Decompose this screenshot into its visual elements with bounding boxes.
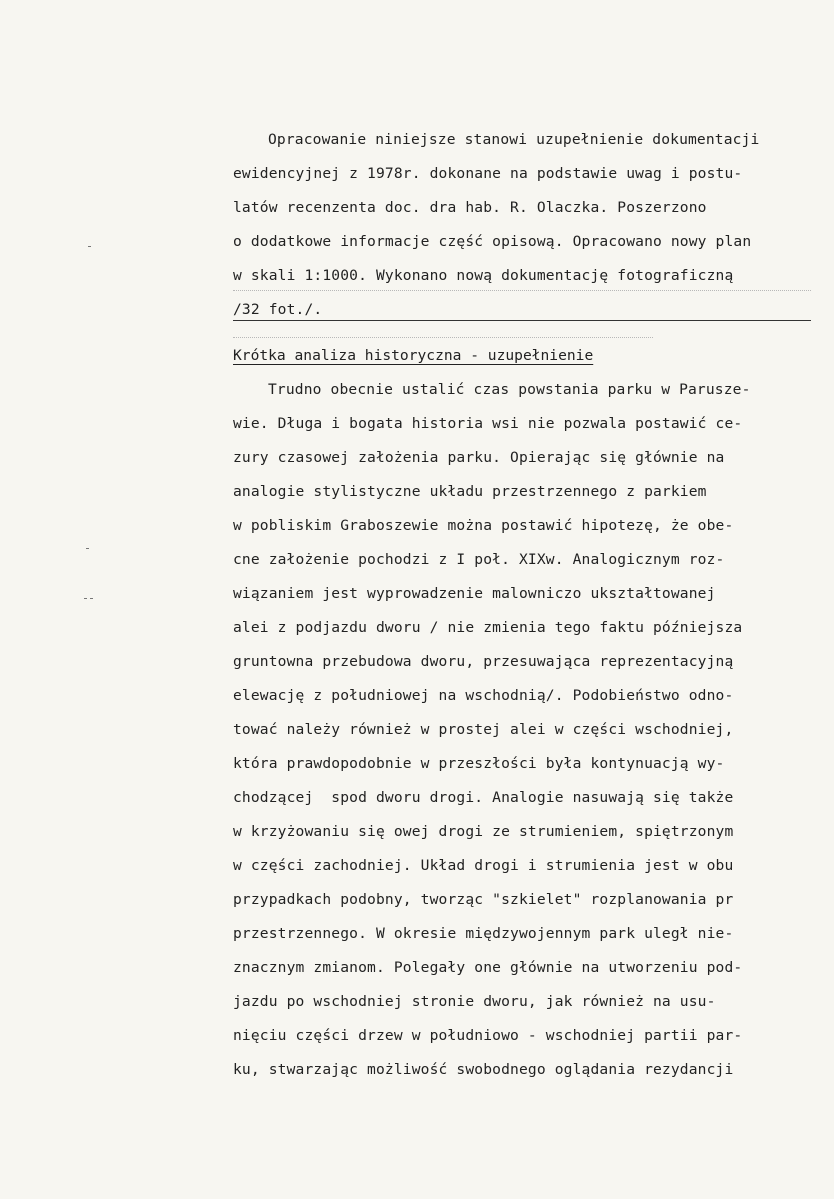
margin-mark: [84, 598, 87, 599]
body-line: w pobliskim Graboszewie można postawić hipotezę, że obe-: [233, 517, 734, 534]
body-line: w krzyżowaniu się owej drogi ze strumieniem, spiętrzonym: [233, 823, 734, 840]
intro-line: Opracowanie niniejsze stanowi uzupełnienie dokumentacji: [268, 131, 760, 148]
intro-line: o dodatkowe informacje część opisową. Opracowano nowy plan: [233, 233, 752, 250]
body-line: jazdu po wschodniej stronie dworu, jak również na usu-: [233, 993, 716, 1010]
body-line: elewację z południowej na wschodnią/. Podobieństwo odno-: [233, 687, 734, 704]
margin-mark: [86, 548, 89, 549]
margin-mark: [90, 598, 93, 599]
body-line: analogie stylistyczne układu przestrzennego z parkiem: [233, 483, 707, 500]
body-line: tować należy również w prostej alei w części wschodniej,: [233, 721, 734, 738]
section-heading: Krótka analiza historyczna - uzupełnienie: [233, 347, 594, 364]
intro-line: latów recenzenta doc. dra hab. R. Olaczka. Poszerzono: [233, 199, 707, 216]
body-line: gruntowna przebudowa dworu, przesuwająca reprezentacyjną: [233, 653, 734, 670]
body-line: alei z podjazdu dworu / nie zmienia tego faktu późniejsza: [233, 619, 743, 636]
intro-line: w skali 1:1000. Wykonano nową dokumentację fotograficzną: [233, 267, 734, 284]
body-line: nięciu części drzew w południowo - wschodniej partii par-: [233, 1027, 743, 1044]
body-line: zury czasowej założenia parku. Opierając się głównie na: [233, 449, 725, 466]
intro-underline: [233, 320, 811, 321]
body-line: przestrzennego. W okresie międzywojennym park uległ nie-: [233, 925, 734, 942]
ruling-dots: [233, 337, 653, 339]
body-line: przypadkach podobny, tworząc "szkielet" rozplanowania pr: [233, 891, 734, 908]
body-line: wie. Długa i bogata historia wsi nie pozwala postawić ce-: [233, 415, 743, 432]
intro-line: /32 fot./.: [233, 301, 323, 318]
body-line: ku, stwarzając możliwość swobodnego oglądania rezydancji: [233, 1061, 734, 1078]
body-line: cne założenie pochodzi z I poł. XIXw. Analogicznym roz-: [233, 551, 725, 568]
body-line: która prawdopodobnie w przeszłości była kontynuacją wy-: [233, 755, 725, 772]
body-line: w części zachodniej. Układ drogi i strumienia jest w obu: [233, 857, 734, 874]
ruling-dots: [233, 290, 811, 292]
body-line: chodzącej spod dworu drogi. Analogie nasuwają się także: [233, 789, 734, 806]
body-line: wiązaniem jest wyprowadzenie malowniczo ukształtowanej: [233, 585, 716, 602]
intro-line: ewidencyjnej z 1978r. dokonane na podstawie uwag i postu-: [233, 165, 743, 182]
body-line: Trudno obecnie ustalić czas powstania parku w Parusze-: [268, 381, 751, 398]
margin-mark: [88, 246, 91, 247]
body-line: znacznym zmianom. Polegały one głównie na utworzeniu pod-: [233, 959, 743, 976]
